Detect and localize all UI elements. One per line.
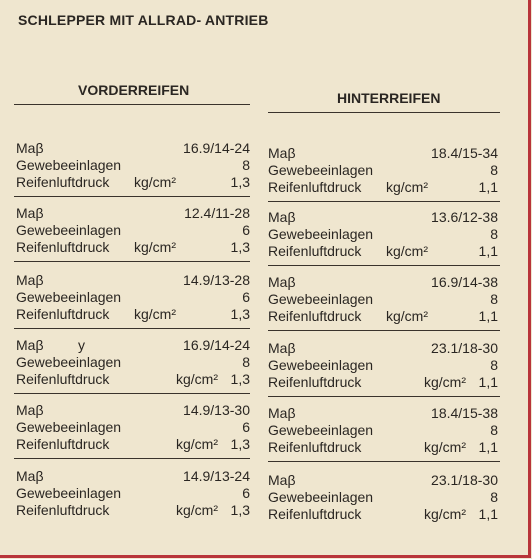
tire-size-value: 18.4/15-38 (431, 405, 498, 421)
pressure-value: 1,3 (230, 239, 250, 255)
pressure-label: Reifenluftdruck (16, 502, 110, 518)
front-entry-divider (14, 261, 250, 262)
tire-size-value: 18.4/15-34 (431, 145, 498, 161)
plies-label: Gewebeeinlagen (16, 222, 122, 238)
tire-size-value: 23.1/18-30 (431, 472, 498, 488)
rear-entry-divider (268, 201, 500, 202)
plies-value: 6 (242, 485, 250, 501)
tire-size-value: 16.9/14-24 (183, 140, 250, 156)
plies-value: 8 (490, 226, 498, 242)
pressure-unit: kg/cm² (386, 308, 428, 324)
plies-value: 6 (242, 289, 250, 305)
size-label: Maβ (16, 272, 44, 288)
size-label: Maβ (268, 405, 296, 421)
front-tire-entry (16, 402, 250, 453)
pressure-value: 1,3 (230, 502, 250, 518)
size-label: Maβ (16, 337, 44, 353)
pressure-value: 1,1 (478, 439, 498, 455)
front-tire-entry (16, 205, 250, 256)
plies-value: 6 (242, 419, 250, 435)
pressure-value: 1,1 (478, 506, 498, 522)
plies-label: Gewebeeinlagen (16, 354, 122, 370)
pressure-value: 1,1 (478, 374, 498, 390)
pressure-value: 1,1 (478, 243, 498, 259)
pressure-label: Reifenluftdruck (268, 374, 362, 390)
plies-value: 8 (490, 291, 498, 307)
plies-label: Gewebeeinlagen (268, 489, 374, 505)
plies-value: 8 (490, 162, 498, 178)
page-title: SCHLEPPER MIT ALLRAD- ANTRIEB (18, 12, 269, 28)
rear-entry-divider (268, 330, 500, 331)
pressure-label: Reifenluftdruck (268, 506, 362, 522)
rear-tire-entry (268, 145, 498, 196)
front-entry-divider (14, 196, 250, 197)
plies-label: Gewebeeinlagen (16, 289, 122, 305)
front-tire-entry (16, 468, 250, 519)
pressure-label: Reifenluftdruck (16, 239, 110, 255)
pressure-label: Reifenluftdruck (268, 308, 362, 324)
size-label: Maβ (16, 402, 44, 418)
size-label: Maβ (268, 209, 296, 225)
plies-value: 8 (490, 422, 498, 438)
pressure-value: 1,1 (478, 179, 498, 195)
plies-value: 8 (242, 354, 250, 370)
pressure-unit: kg/cm² (386, 243, 428, 259)
tire-size-value: 23.1/18-30 (431, 340, 498, 356)
front-entry-divider (14, 393, 250, 394)
pressure-unit: kg/cm² (176, 502, 218, 518)
rear-tire-entry (268, 472, 498, 523)
front-tires-heading: VORDERREIFEN (78, 82, 190, 98)
pressure-value: 1,3 (230, 174, 250, 190)
tire-size-value: 14.9/13-24 (183, 468, 250, 484)
pressure-label: Reifenluftdruck (268, 243, 362, 259)
pressure-label: Reifenluftdruck (16, 306, 110, 322)
pressure-label: Reifenluftdruck (268, 179, 362, 195)
pressure-value: 1,3 (230, 371, 250, 387)
plies-label: Gewebeeinlagen (268, 162, 374, 178)
plies-label: Gewebeeinlagen (268, 422, 374, 438)
plies-value: 8 (242, 157, 250, 173)
front-tire-entry (16, 140, 250, 191)
tire-size-value: 16.9/14-24 (183, 337, 250, 353)
pressure-label: Reifenluftdruck (16, 174, 110, 190)
size-label: Maβ (268, 472, 296, 488)
margin-mark: y (78, 337, 85, 353)
size-label: Maβ (16, 468, 44, 484)
size-label: Maβ (268, 145, 296, 161)
pressure-label: Reifenluftdruck (268, 439, 362, 455)
plies-value: 8 (490, 489, 498, 505)
pressure-label: Reifenluftdruck (16, 436, 110, 452)
rear-entry-divider (268, 265, 500, 266)
plies-label: Gewebeeinlagen (16, 157, 122, 173)
pressure-value: 1,3 (230, 436, 250, 452)
pressure-unit: kg/cm² (424, 439, 466, 455)
front-entry-divider (14, 458, 250, 459)
plies-label: Gewebeeinlagen (268, 357, 374, 373)
pressure-unit: kg/cm² (424, 506, 466, 522)
plies-label: Gewebeeinlagen (268, 226, 374, 242)
plies-label: Gewebeeinlagen (16, 485, 122, 501)
tire-size-value: 12.4/11-28 (184, 205, 250, 221)
plies-label: Gewebeeinlagen (268, 291, 374, 307)
tire-size-value: 14.9/13-28 (183, 272, 250, 288)
front-heading-rule (14, 104, 250, 105)
rear-tire-entry (268, 209, 498, 260)
front-tire-entry (16, 337, 250, 388)
plies-value: 8 (490, 357, 498, 373)
pressure-unit: kg/cm² (176, 371, 218, 387)
pressure-unit: kg/cm² (176, 436, 218, 452)
size-label: Maβ (268, 274, 296, 290)
rear-tire-entry (268, 274, 498, 325)
size-label: Maβ (268, 340, 296, 356)
pressure-value: 1,1 (478, 308, 498, 324)
pressure-unit: kg/cm² (386, 179, 428, 195)
size-label: Maβ (16, 205, 44, 221)
rear-heading-rule (268, 112, 500, 113)
pressure-unit: kg/cm² (134, 174, 176, 190)
pressure-unit: kg/cm² (134, 239, 176, 255)
pressure-unit: kg/cm² (424, 374, 466, 390)
plies-value: 6 (242, 222, 250, 238)
tire-size-value: 14.9/13-30 (183, 402, 250, 418)
pressure-label: Reifenluftdruck (16, 371, 110, 387)
front-entry-divider (14, 328, 250, 329)
tire-size-value: 13.6/12-38 (431, 209, 498, 225)
pressure-value: 1,3 (230, 306, 250, 322)
rear-entry-divider (268, 461, 500, 462)
front-tire-entry (16, 272, 250, 323)
rear-tire-entry (268, 405, 498, 456)
rear-tires-heading: HINTERREIFEN (337, 90, 441, 106)
tire-size-value: 16.9/14-38 (431, 274, 498, 290)
size-label: Maβ (16, 140, 44, 156)
rear-tire-entry (268, 340, 498, 391)
rear-entry-divider (268, 396, 500, 397)
pressure-unit: kg/cm² (134, 306, 176, 322)
plies-label: Gewebeeinlagen (16, 419, 122, 435)
